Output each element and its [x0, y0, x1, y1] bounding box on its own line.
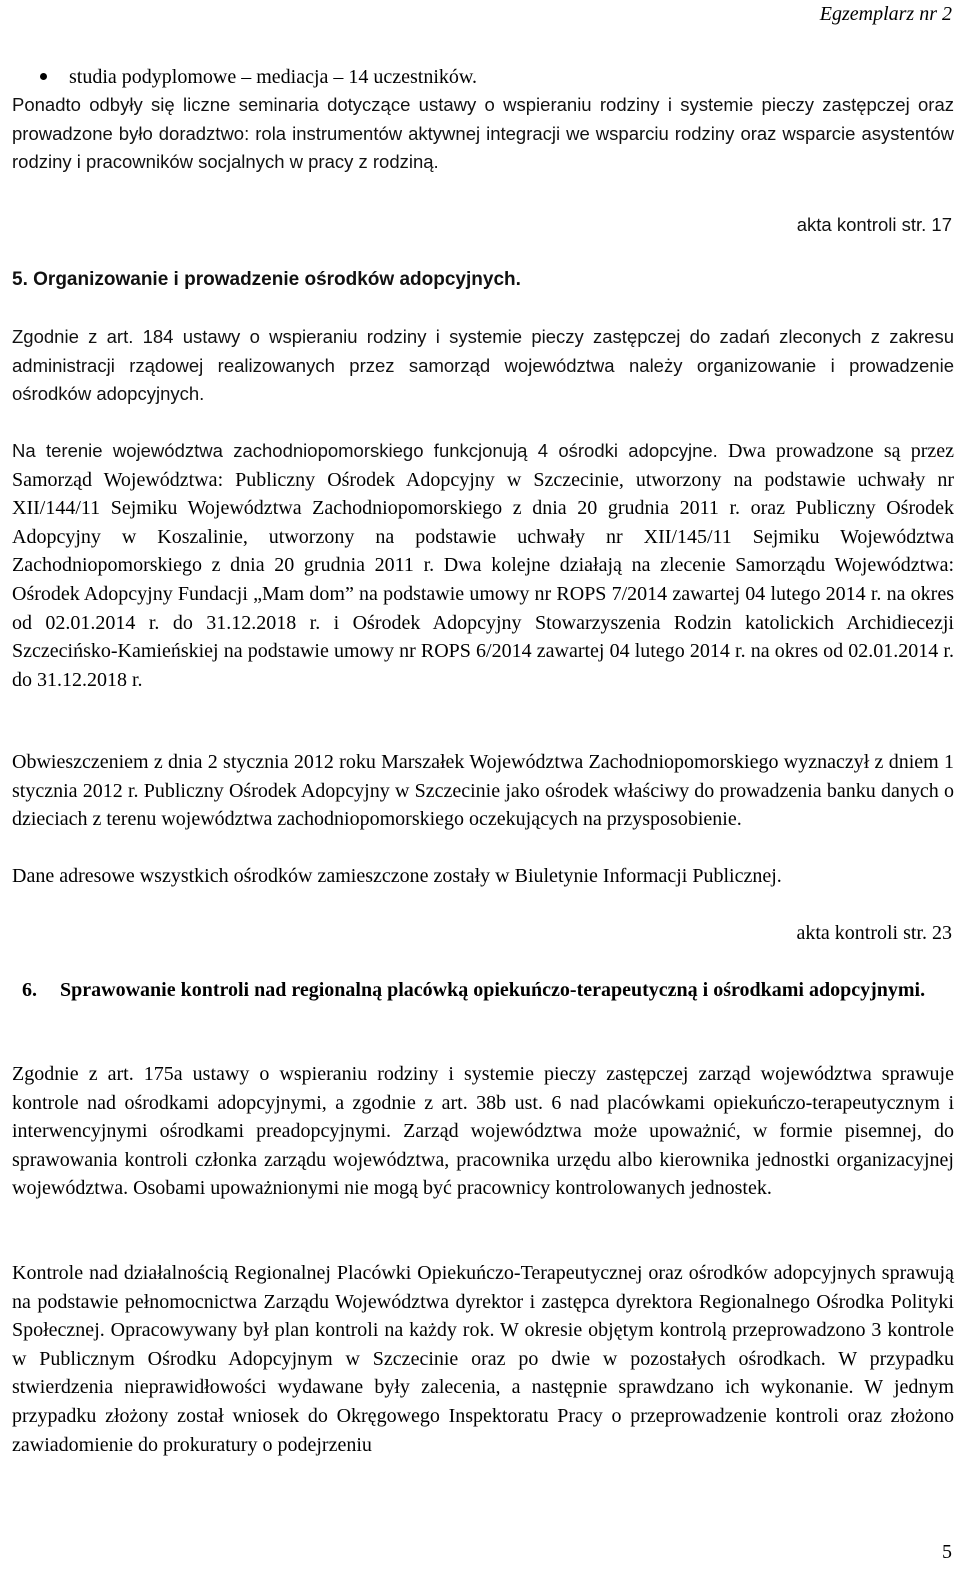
section-5-heading	[12, 266, 521, 294]
paragraph-address-data: Dane adresowe wszystkich ośrodków zamieszczone zostały w Biuletynie Informacji Publicznej.	[12, 865, 782, 887]
section-6-title: Sprawowanie kontroli nad regionalną placówką opiekuńczo-terapeutyczną i ośrodkami adopcyjnymi.	[60, 979, 926, 1001]
adoption-centers-lead: Na terenie województwa zachodniopomorskiego funkcjonują 4 ośrodki adopcyjne.	[12, 440, 718, 461]
page-number: 5	[942, 1541, 952, 1563]
paragraph-controls: Kontrole nad działalnością Regionalnej Placówki Opiekuńczo-Terapeutycznej oraz ośrodków adopcyjnych sprawują na podstawie pełnomocnictwa Zarządu Województwa dyrektor i zastępca dyrektora Regionalnego Ośrodka Polityki Społecznej. Opracowywany był plan kontroli na każdy rok. W okresie objętym kontrolą przeprowadzono 3 kontrole w Publicznym Ośrodku Adopcyjnym w Szczecinie oraz po dwie w pozostałych ośrodkach. W przypadku stwierdzenia nieprawidłowości wydawane były zalecenia, a następnie sprawdzano ich wykonanie. W jednym przypadku złożony został wniosek do Okręgowego Inspektoratu Pracy o przeprowadzenie kontroli oraz złożono zawiadomienie do prokuratury o podejrzeniu	[12, 1262, 954, 1456]
adoption-centers-details: Dwa prowadzone są przez Samorząd Województwa: Publiczny Ośrodek Adopcyjny w Szczecinie, utworzony na podstawie uchwały nr XII/144/11 Sejmiku Województwa Zachodniopomorskiego z dnia 20 grudnia 2011 r. oraz Publiczny Ośrodek Adopcyjny w Koszalinie, utworzony na podstawie uchwały nr XII/145/11 Sejmiku Województwa Zachodniopomorskiego z dnia 20 grudnia 2011 r. Dwa kolejne działają na zlecenie Samorządu Województwa: Ośrodek Adopcyjny Fundacji „Mam dom” na podstawie umowy nr ROPS 7/2014 zawartej 04 lutego 2014 r. na okres od 02.01.2014 r. do 31.12.2018 r. i Ośrodek Adopcyjny Stowarzyszenia Rodzin katolickich Archidiecezji Szczecińsko-Kamieńskiej na podstawie umowy nr ROPS 6/2014 zawartej 04 lutego 2014 r. na okres od 02.01.2014 r. do 31.12.2018 r.	[12, 440, 954, 691]
section-6-heading	[22, 976, 954, 1004]
bullet-text: studia podyplomowe – mediacja – 14 uczestników.	[69, 66, 478, 88]
paragraph-seminars: Ponadto odbyły się liczne seminaria dotyczące ustawy o wspieraniu rodziny i systemie pieczy zastępczej oraz prowadzone było doradztwo: rola instrumentów aktywnej integracji we wsparciu rodziny oraz wsparcie asystentów rodziny i pracowników socjalnych w pracy z rodziną.	[12, 94, 954, 173]
section-6-number: 6.	[22, 979, 37, 1001]
files-reference: akta kontroli str. 17	[796, 214, 952, 235]
paragraph-announcement: Obwieszczeniem z dnia 2 stycznia 2012 roku Marszałek Województwa Zachodniopomorskiego wyznaczył z dniem 1 stycznia 2012 r. Publiczny Ośrodek Adopcyjny w Szczecinie jako ośrodek właściwy do prowadzenia banku danych o dzieciach z terenu województwa zachodniopomorskiego oczekujących na przysposobienie.	[12, 751, 954, 831]
paragraph-section6-legal-basis: Zgodnie z art. 175a ustawy o wspieraniu rodziny i systemie pieczy zastępczej zarząd województwa sprawuje kontrole nad ośrodkami adopcyjnymi, a zgodnie z art. 38b ust. 6 nad placówkami opiekuńczo-terapeutycznym i interwencyjnymi ośrodkami preadopcyjnymi. Zarząd województwa może upoważnić, w formie pisemnej, do sprawowania kontroli członka zarządu województwa, pracownika urzędu albo kierownika jednostki organizacyjnej województwa. Osobami upoważnionymi nie mogą być pracownicy kontrolowanych jednostek.	[12, 1063, 954, 1200]
bullet-icon	[40, 73, 47, 80]
section-5-number: 5.	[12, 269, 28, 290]
bullet-item	[40, 66, 477, 89]
copy-number-label: Egzemplarz nr 2	[819, 3, 952, 25]
paragraph-section5-intro: Zgodnie z art. 184 ustawy o wspieraniu rodziny i systemie pieczy zastępczej do zadań zleconych z zakresu administracji rządowej realizowanych przez samorząd województwa należy organizowanie i prowadzenie ośrodków adopcyjnych.	[12, 326, 954, 405]
paragraph-adoption-centers	[12, 437, 954, 694]
files-reference: akta kontroli str. 23	[796, 922, 952, 944]
section-5-title: Organizowanie i prowadzenie ośrodków adopcyjnych.	[33, 269, 521, 290]
